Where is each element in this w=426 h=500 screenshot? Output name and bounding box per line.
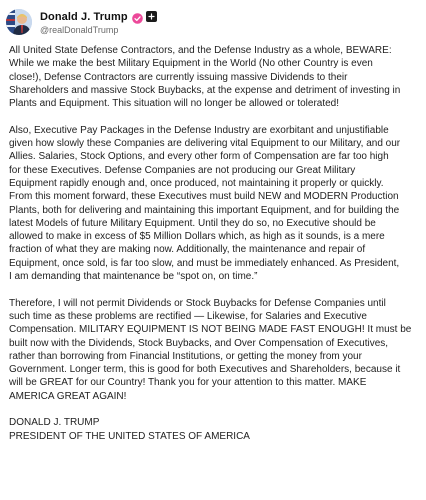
post-header — [6, 4, 157, 40]
follow-plus-icon[interactable] — [146, 11, 157, 22]
author-name-row — [40, 10, 157, 24]
verified-badge-icon — [132, 11, 143, 22]
author-name[interactable]: Donald J. Trump — [40, 10, 128, 23]
avatar-image — [6, 9, 32, 35]
signature-title: PRESIDENT OF THE UNITED STATES OF AMERICA — [9, 430, 250, 442]
post-paragraph: Also, Executive Pay Packages in the Defense Industry are exorbitant and unjustifiable given how slowly these Companies are delivering vital Equipment to our Military, and our Allies. Salaries, Stock Options, and every other form of Compensation are far too high for these Executives. Defense Companies are not producing our Great Military Equipment rapidly enough and, once produced, not maintaining it properly or quickly. From this moment forward, these Executives must build NEW and MODERN Production Plants, both for delivering and maintaining this important Equipment, and for building the latest Models of future Military Equipment. Until they do so, no Executive should be allowed to make in excess of $5 Million Dollars which, as high as it sounds, is a mere fraction of what they are making now. Additionally, the maintenance and repair of Equipment, once sold, is far too slow, and must be immediately enhanced. As President, I am demanding that maintenance be “spot on, on time.” — [9, 124, 401, 283]
post-paragraph: Therefore, I will not permit Dividends or Stock Buybacks for Defense Companies until such time as these problems are rectified — Likewise, for Salaries and Executive Compensation. MILITARY EQUIPMENT IS NOT BEING MADE FAST ENOUGH! It must be built now with the Dividends, Stock Buybacks, and Over Compensation of Executives, rather than borrowing from Financial Institutions, or getting the money from your Government. Longer term, this is good for both Executives and Shareholders, because it will be GREAT for our Country! Thank you for your attention to this matter. MAKE AMERICA GREAT AGAIN! — [9, 297, 412, 402]
author-handle[interactable]: @realDonaldTrump — [40, 24, 119, 35]
post-paragraph: All United State Defense Contractors, and the Defense Industry as a whole, BEWARE: While we make the best Military Equipment in the World (No other Country is even close!), Defense Contractors are currently issuing massive Dividends to their Shareholders and massive Stock Buybacks, at the expense and detriment of investing in Plants and Equipment. This situation will no longer be allowed or tolerated! — [9, 45, 401, 110]
author-info — [40, 10, 157, 35]
signature-name: DONALD J. TRUMP — [9, 417, 100, 429]
avatar[interactable] — [6, 9, 32, 35]
post-body — [9, 44, 425, 443]
